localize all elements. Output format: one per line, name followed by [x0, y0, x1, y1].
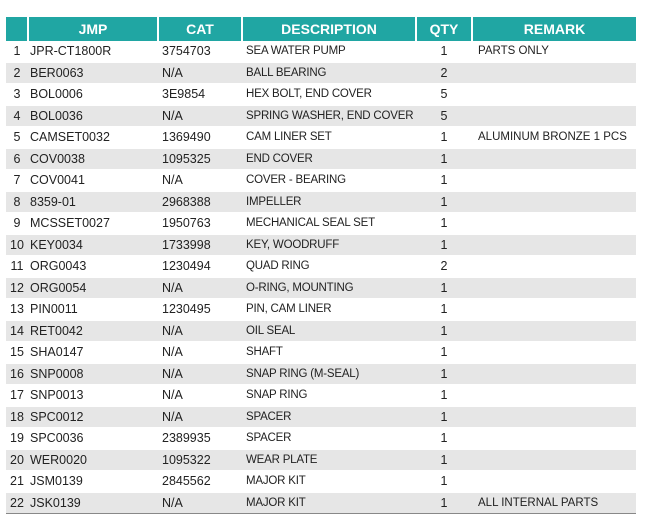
remark-cell [472, 213, 636, 235]
row-number: 14 [6, 320, 28, 342]
jmp-code: PIN0011 [28, 299, 158, 321]
cat-number: N/A [158, 277, 242, 299]
qty-cell: 1 [416, 277, 472, 299]
cat-number: 1950763 [158, 213, 242, 235]
jmp-code: COV0038 [28, 148, 158, 170]
row-number: 2 [6, 62, 28, 84]
remark-cell [472, 148, 636, 170]
description-cell: KEY, WOODRUFF [242, 234, 416, 256]
description-cell: COVER - BEARING [242, 170, 416, 192]
description-cell: QUAD RING [242, 256, 416, 278]
cat-number: 1733998 [158, 234, 242, 256]
qty-cell: 2 [416, 256, 472, 278]
row-number: 8 [6, 191, 28, 213]
cat-number: 2845562 [158, 471, 242, 493]
remark-cell [472, 471, 636, 493]
cat-number: 1369490 [158, 127, 242, 149]
table-row [6, 148, 636, 170]
table-row [6, 127, 636, 149]
qty-cell: 1 [416, 213, 472, 235]
qty-cell: 1 [416, 320, 472, 342]
qty-cell: 1 [416, 299, 472, 321]
qty-cell: 1 [416, 148, 472, 170]
jmp-code: JPR-CT1800R [28, 41, 158, 62]
cat-number: 3754703 [158, 41, 242, 62]
qty-cell: 1 [416, 471, 472, 493]
jmp-code: SPC0012 [28, 406, 158, 428]
cat-number: N/A [158, 406, 242, 428]
row-number: 11 [6, 256, 28, 278]
cat-number: N/A [158, 363, 242, 385]
description-cell: IMPELLER [242, 191, 416, 213]
cat-number: 1230495 [158, 299, 242, 321]
description-cell: CAM LINER SET [242, 127, 416, 149]
table-row [6, 342, 636, 364]
qty-cell: 1 [416, 449, 472, 471]
table-row [6, 428, 636, 450]
header-remark: REMARK [472, 17, 636, 41]
jmp-code: BOL0036 [28, 105, 158, 127]
description-cell: SEA WATER PUMP [242, 41, 416, 62]
qty-cell: 1 [416, 492, 472, 514]
header-qty: QTY [416, 17, 472, 41]
remark-cell [472, 170, 636, 192]
cat-number: 2968388 [158, 191, 242, 213]
row-number: 16 [6, 363, 28, 385]
qty-cell: 1 [416, 127, 472, 149]
table-body [6, 41, 636, 514]
qty-cell: 1 [416, 363, 472, 385]
description-cell: SNAP RING (M-SEAL) [242, 363, 416, 385]
row-number: 9 [6, 213, 28, 235]
remark-cell [472, 234, 636, 256]
jmp-code: ORG0054 [28, 277, 158, 299]
header-jmp: JMP [28, 17, 158, 41]
row-number: 13 [6, 299, 28, 321]
jmp-code: SHA0147 [28, 342, 158, 364]
remark-cell [472, 105, 636, 127]
remark-cell [472, 256, 636, 278]
cat-number: N/A [158, 105, 242, 127]
header-no [6, 17, 28, 41]
table-row [6, 492, 636, 514]
qty-cell: 1 [416, 234, 472, 256]
remark-cell: ALUMINUM BRONZE 1 PCS [472, 127, 636, 149]
row-number: 20 [6, 449, 28, 471]
description-cell: END COVER [242, 148, 416, 170]
description-cell: MAJOR KIT [242, 492, 416, 514]
description-cell: OIL SEAL [242, 320, 416, 342]
jmp-code: KEY0034 [28, 234, 158, 256]
description-cell: SHAFT [242, 342, 416, 364]
jmp-code: CAMSET0032 [28, 127, 158, 149]
qty-cell: 1 [416, 406, 472, 428]
row-number: 7 [6, 170, 28, 192]
row-number: 21 [6, 471, 28, 493]
remark-cell [472, 299, 636, 321]
remark-cell [472, 363, 636, 385]
table-row [6, 277, 636, 299]
description-cell: SPRING WASHER, END COVER [242, 105, 416, 127]
description-cell: WEAR PLATE [242, 449, 416, 471]
table-row [6, 191, 636, 213]
cat-number: N/A [158, 170, 242, 192]
cat-number: N/A [158, 320, 242, 342]
cat-number: N/A [158, 492, 242, 514]
table-row [6, 41, 636, 62]
row-number: 17 [6, 385, 28, 407]
remark-cell [472, 320, 636, 342]
qty-cell: 5 [416, 105, 472, 127]
description-cell: BALL BEARING [242, 62, 416, 84]
row-number: 3 [6, 84, 28, 106]
description-cell: O-RING, MOUNTING [242, 277, 416, 299]
jmp-code: COV0041 [28, 170, 158, 192]
remark-cell [472, 428, 636, 450]
remark-cell [472, 449, 636, 471]
jmp-code: BER0063 [28, 62, 158, 84]
row-number: 18 [6, 406, 28, 428]
row-number: 15 [6, 342, 28, 364]
qty-cell: 1 [416, 428, 472, 450]
cat-number: 1095322 [158, 449, 242, 471]
jmp-code: SNP0013 [28, 385, 158, 407]
description-cell: PIN, CAM LINER [242, 299, 416, 321]
remark-cell [472, 191, 636, 213]
jmp-code: RET0042 [28, 320, 158, 342]
cat-number: 1095325 [158, 148, 242, 170]
row-number: 6 [6, 148, 28, 170]
description-cell: HEX BOLT, END COVER [242, 84, 416, 106]
cat-number: N/A [158, 342, 242, 364]
row-number: 12 [6, 277, 28, 299]
cat-number: N/A [158, 385, 242, 407]
jmp-code: ORG0043 [28, 256, 158, 278]
row-number: 19 [6, 428, 28, 450]
jmp-code: MCSSET0027 [28, 213, 158, 235]
table-row [6, 449, 636, 471]
qty-cell: 2 [416, 62, 472, 84]
description-cell: MAJOR KIT [242, 471, 416, 493]
table-row [6, 170, 636, 192]
table-row [6, 406, 636, 428]
description-cell: SNAP RING [242, 385, 416, 407]
table-row [6, 213, 636, 235]
table-row [6, 105, 636, 127]
table-row [6, 62, 636, 84]
cat-number: 1230494 [158, 256, 242, 278]
remark-cell: ALL INTERNAL PARTS [472, 492, 636, 514]
cat-number: 3E9854 [158, 84, 242, 106]
remark-cell [472, 406, 636, 428]
description-cell: SPACER [242, 406, 416, 428]
description-cell: SPACER [242, 428, 416, 450]
jmp-code: BOL0006 [28, 84, 158, 106]
qty-cell: 1 [416, 191, 472, 213]
header-row [6, 17, 636, 41]
jmp-code: JSM0139 [28, 471, 158, 493]
qty-cell: 1 [416, 170, 472, 192]
qty-cell: 1 [416, 342, 472, 364]
table-row [6, 320, 636, 342]
row-number: 22 [6, 492, 28, 514]
table-row [6, 299, 636, 321]
table-row [6, 234, 636, 256]
remark-cell [472, 62, 636, 84]
jmp-code: SPC0036 [28, 428, 158, 450]
header-cat: CAT [158, 17, 242, 41]
jmp-code: SNP0008 [28, 363, 158, 385]
table-row [6, 256, 636, 278]
table-header [6, 17, 636, 41]
remark-cell [472, 342, 636, 364]
table-row [6, 363, 636, 385]
cat-number: N/A [158, 62, 242, 84]
jmp-code: 8359-01 [28, 191, 158, 213]
row-number: 10 [6, 234, 28, 256]
qty-cell: 1 [416, 385, 472, 407]
row-number: 4 [6, 105, 28, 127]
remark-cell [472, 84, 636, 106]
table-row [6, 385, 636, 407]
header-description: DESCRIPTION [242, 17, 416, 41]
parts-table [6, 17, 636, 514]
row-number: 5 [6, 127, 28, 149]
cat-number: 2389935 [158, 428, 242, 450]
qty-cell: 5 [416, 84, 472, 106]
remark-cell: PARTS ONLY [472, 41, 636, 62]
remark-cell [472, 277, 636, 299]
table-row [6, 84, 636, 106]
table-row [6, 471, 636, 493]
jmp-code: WER0020 [28, 449, 158, 471]
qty-cell: 1 [416, 41, 472, 62]
description-cell: MECHANICAL SEAL SET [242, 213, 416, 235]
jmp-code: JSK0139 [28, 492, 158, 514]
row-number: 1 [6, 41, 28, 62]
remark-cell [472, 385, 636, 407]
